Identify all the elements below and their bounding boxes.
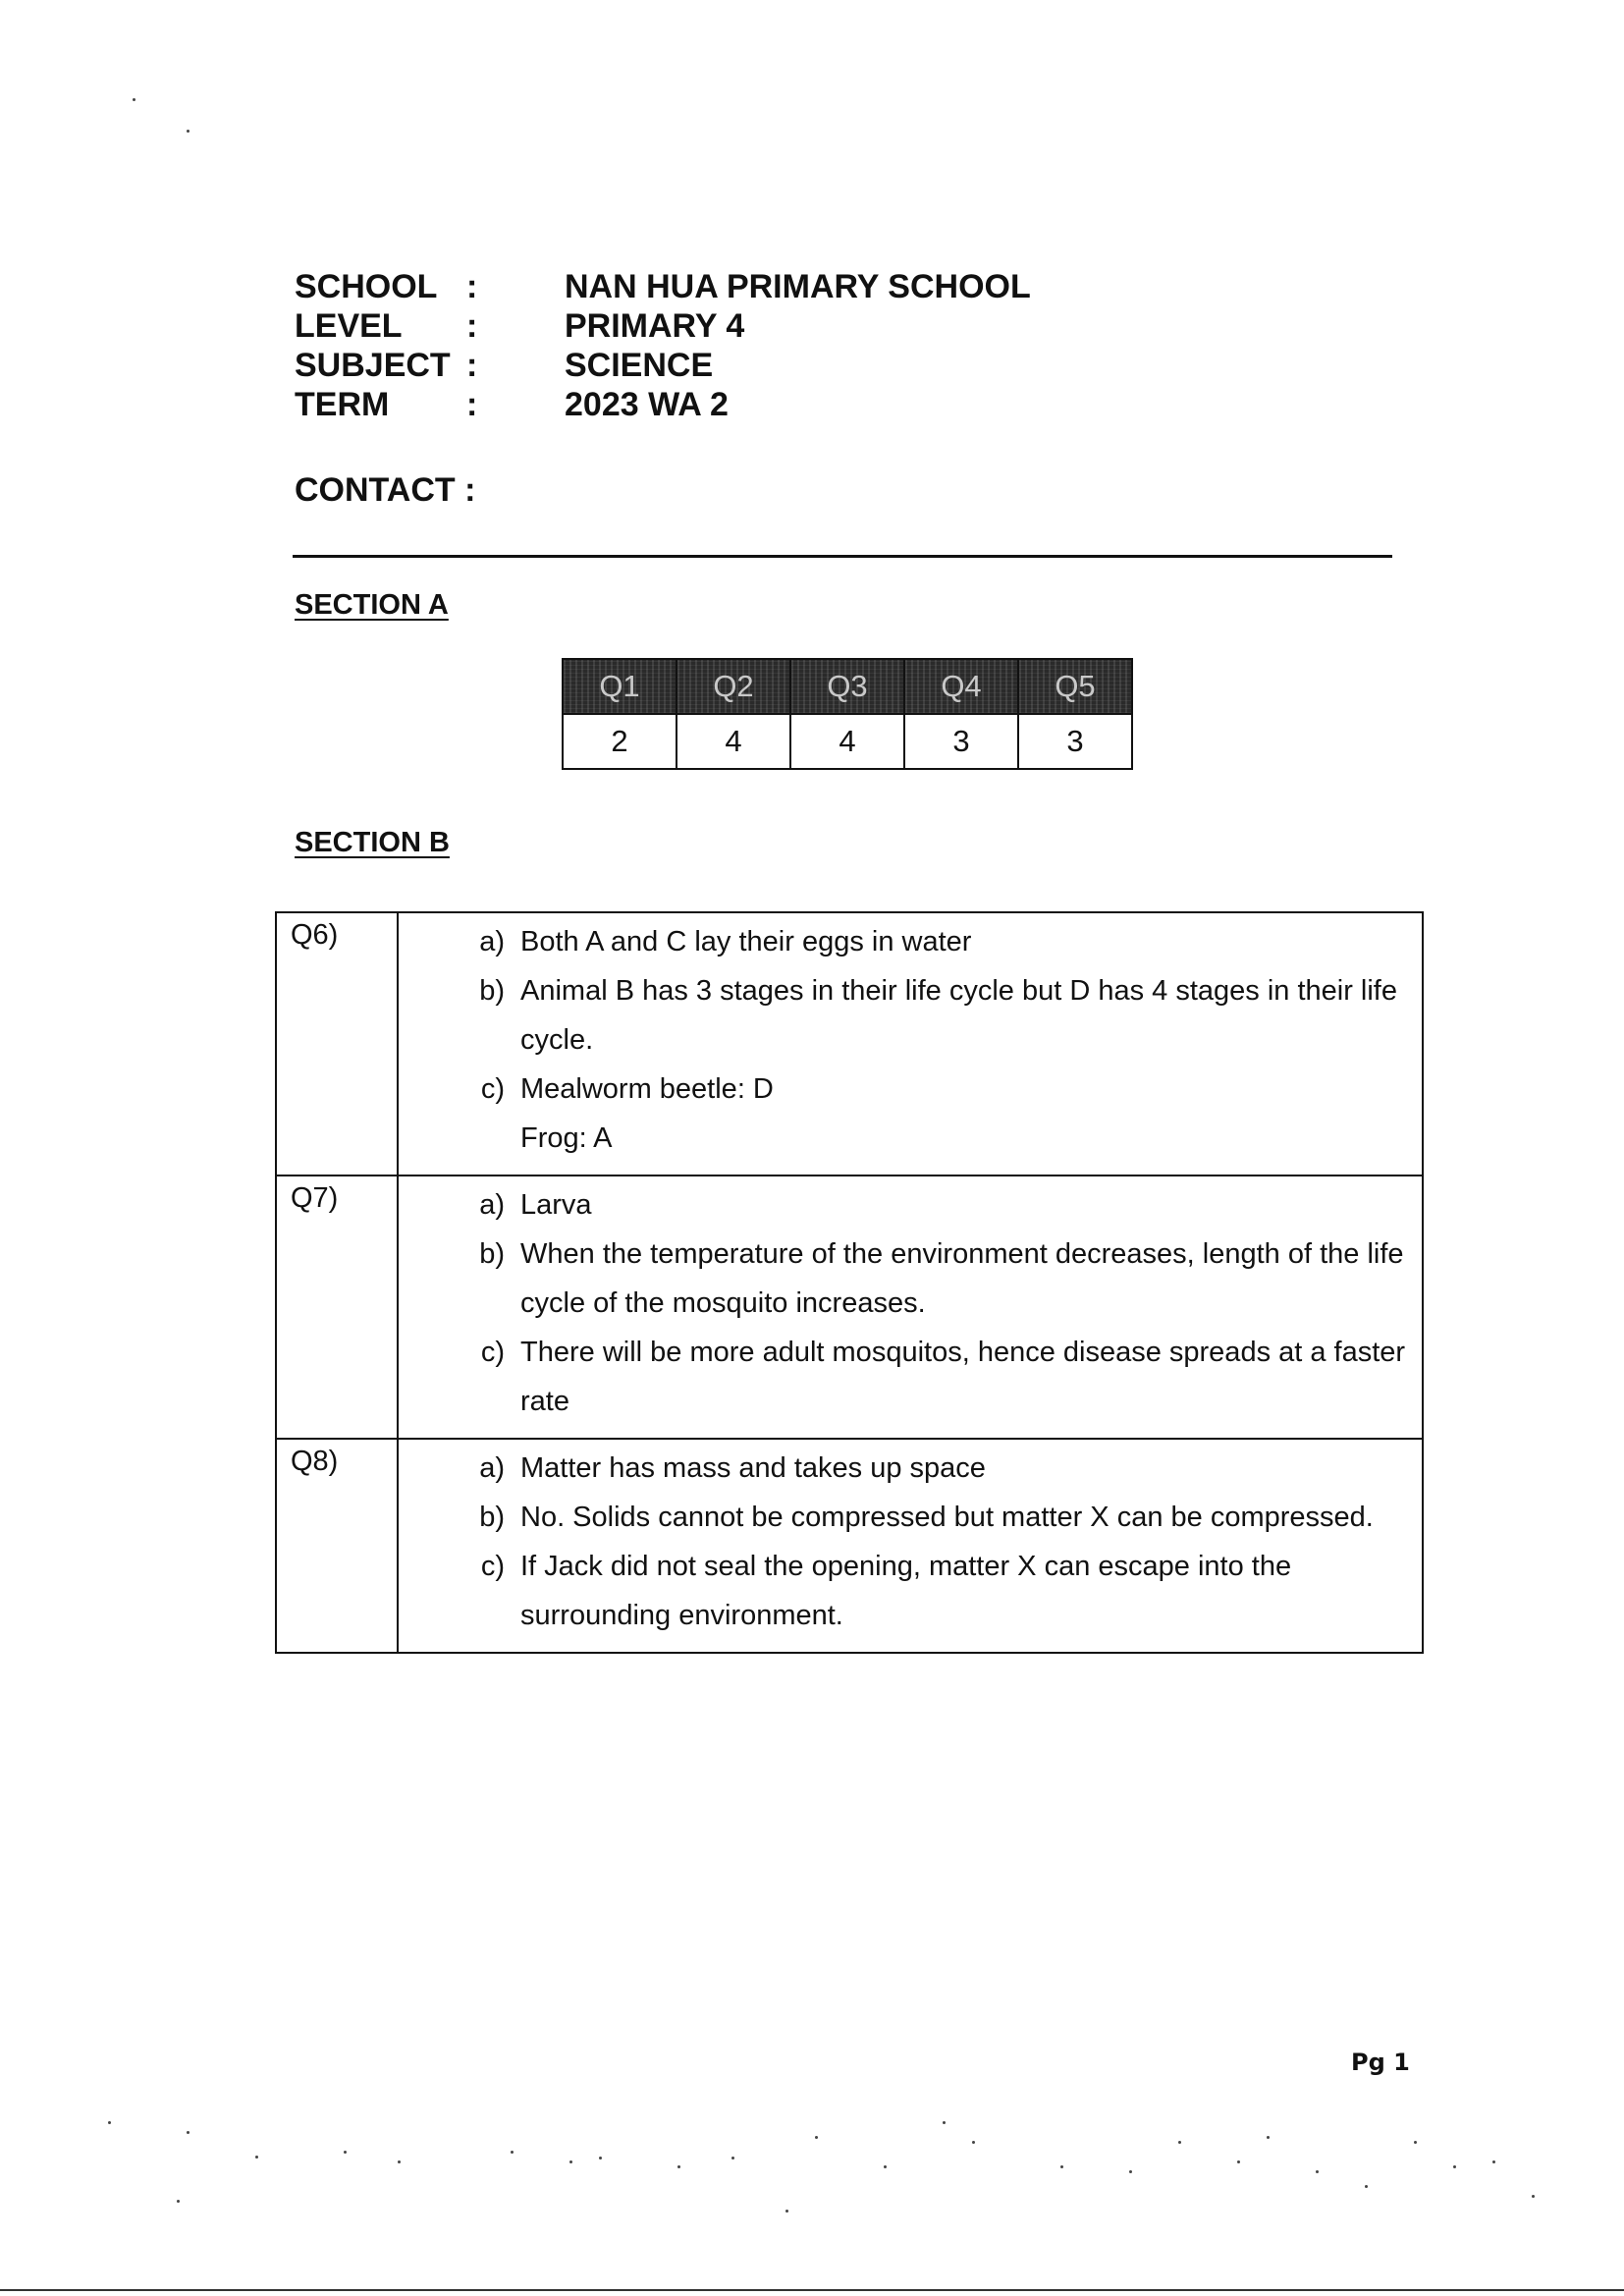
section-b-title: SECTION B xyxy=(295,827,450,858)
question-header-cell: Q1 xyxy=(563,659,677,714)
part-text: Matter has mass and takes up space xyxy=(520,1452,986,1484)
answer-part xyxy=(399,966,1412,1065)
table-row xyxy=(276,1439,1423,1653)
answer-cell: 4 xyxy=(677,714,790,769)
answer-part xyxy=(399,1114,1412,1163)
question-number: Q7) xyxy=(276,1175,398,1439)
part-letter: a) xyxy=(479,1189,505,1221)
info-label: LEVEL xyxy=(295,307,403,345)
part-text: If Jack did not seal the opening, matter X can escape into the surrounding environment. xyxy=(520,1551,1292,1631)
answer-cell: 3 xyxy=(1018,714,1132,769)
part-text: Larva xyxy=(520,1189,592,1221)
question-number: Q6) xyxy=(276,912,398,1175)
answer-part xyxy=(399,1180,1412,1230)
part-letter: b) xyxy=(479,975,505,1007)
section-a-title: SECTION A xyxy=(295,589,449,621)
info-row-school xyxy=(295,267,1031,306)
part-letter: c) xyxy=(480,1073,505,1105)
question-header-cell: Q5 xyxy=(1018,659,1132,714)
question-header-cell: Q4 xyxy=(904,659,1018,714)
answer-cell xyxy=(398,1439,1423,1653)
table-row xyxy=(276,1175,1423,1439)
info-label: SCHOOL xyxy=(295,268,438,305)
answer-part xyxy=(399,1493,1412,1542)
question-number: Q8) xyxy=(276,1439,398,1653)
header-info xyxy=(295,267,1031,424)
part-letter: c) xyxy=(480,1551,505,1582)
part-letter: a) xyxy=(479,926,505,957)
question-header-row xyxy=(563,659,1132,714)
info-value: NAN HUA PRIMARY SCHOOL xyxy=(565,268,1031,305)
answer-row xyxy=(563,714,1132,769)
part-text: When the temperature of the environment decreases, length of the life cycle of the mosquito increases. xyxy=(520,1238,1404,1319)
part-text: Frog: A xyxy=(520,1122,613,1154)
part-letter: c) xyxy=(480,1337,505,1368)
answer-cell: 3 xyxy=(904,714,1018,769)
section-b-answer-table xyxy=(275,911,1424,1654)
part-text: There will be more adult mosquitos, hence disease spreads at a faster rate xyxy=(520,1337,1406,1417)
info-row-subject xyxy=(295,346,1031,385)
section-a-answer-table xyxy=(562,658,1133,770)
part-text: Animal B has 3 stages in their life cycle but D has 4 stages in their life cycle. xyxy=(520,975,1397,1056)
part-letter: b) xyxy=(479,1502,505,1533)
question-header-cell: Q3 xyxy=(790,659,904,714)
answer-part xyxy=(399,1065,1412,1114)
info-value: SCIENCE xyxy=(565,347,714,384)
part-letter: a) xyxy=(479,1452,505,1484)
contact-label: CONTACT : xyxy=(295,471,476,509)
part-letter: b) xyxy=(479,1238,505,1270)
info-row-level xyxy=(295,306,1031,346)
answer-part xyxy=(399,1444,1412,1493)
part-text: No. Solids cannot be compressed but matter X can be compressed. xyxy=(520,1502,1374,1533)
info-colon: : xyxy=(466,386,478,423)
info-colon: : xyxy=(466,307,478,345)
header-divider xyxy=(293,555,1392,558)
info-colon: : xyxy=(466,347,478,384)
table-row xyxy=(276,912,1423,1175)
answer-part xyxy=(399,1230,1412,1328)
info-value: PRIMARY 4 xyxy=(565,307,745,345)
info-label: TERM xyxy=(295,386,390,423)
answer-cell: 2 xyxy=(563,714,677,769)
page-number: Pg 1 xyxy=(1351,2049,1410,2076)
info-colon: : xyxy=(466,268,478,305)
answer-cell: 4 xyxy=(790,714,904,769)
bottom-scan-edge xyxy=(0,2289,1624,2291)
answer-part xyxy=(399,917,1412,966)
part-letter xyxy=(399,1114,520,1163)
info-row-term xyxy=(295,385,1031,424)
answer-cell xyxy=(398,1175,1423,1439)
info-label: SUBJECT xyxy=(295,347,451,384)
part-text: Mealworm beetle: D xyxy=(520,1073,774,1105)
answer-part xyxy=(399,1328,1412,1426)
question-header-cell: Q2 xyxy=(677,659,790,714)
answer-cell xyxy=(398,912,1423,1175)
answer-part xyxy=(399,1542,1412,1640)
info-value: 2023 WA 2 xyxy=(565,386,729,423)
part-text: Both A and C lay their eggs in water xyxy=(520,926,972,957)
